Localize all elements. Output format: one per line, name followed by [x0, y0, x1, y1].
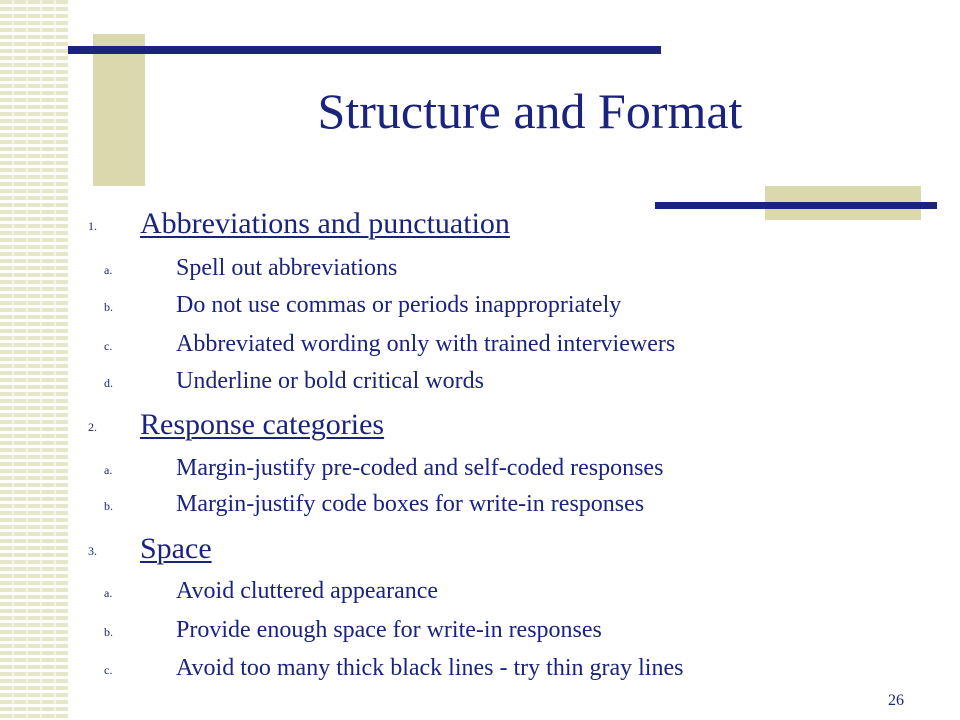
section-number: 1.: [88, 219, 97, 233]
item-text: Avoid too many thick black lines - try thin gray lines: [176, 655, 684, 681]
item-letter: c.: [104, 663, 113, 677]
item-text: Abbreviated wording only with trained interviewers: [176, 331, 676, 357]
vertical-accent-block: [93, 34, 145, 186]
item-text: Margin-justify code boxes for write-in responses: [176, 491, 645, 517]
item-letter: b.: [104, 499, 113, 513]
item-text: Margin-justify pre-coded and self-coded responses: [176, 455, 664, 481]
section-title: Space: [140, 532, 212, 565]
item-text: Avoid cluttered appearance: [176, 578, 439, 604]
item-text: Do not use commas or periods inappropriately: [176, 292, 622, 318]
section-title: Response categories: [140, 408, 385, 441]
item-letter: d.: [104, 376, 113, 390]
item-text: Provide enough space for write-in responses: [176, 617, 602, 643]
section-number: 2.: [88, 420, 97, 434]
item-letter: b.: [104, 625, 113, 639]
item-letter: a.: [104, 463, 113, 477]
item-letter: a.: [104, 263, 113, 277]
item-letter: b.: [104, 300, 113, 314]
item-text: Spell out abbreviations: [176, 255, 398, 281]
section-title: Abbreviations and punctuation: [140, 207, 510, 240]
right-accent-bar: [655, 202, 937, 209]
item-letter: c.: [104, 339, 113, 353]
item-text: Underline or bold critical words: [176, 368, 484, 394]
left-stripe-decoration: [0, 0, 68, 720]
item-letter: a.: [104, 586, 113, 600]
section-number: 3.: [88, 544, 97, 558]
page-number: 26: [888, 692, 904, 709]
slide-title: Structure and Format: [317, 83, 743, 139]
top-accent-bar: [68, 46, 661, 54]
